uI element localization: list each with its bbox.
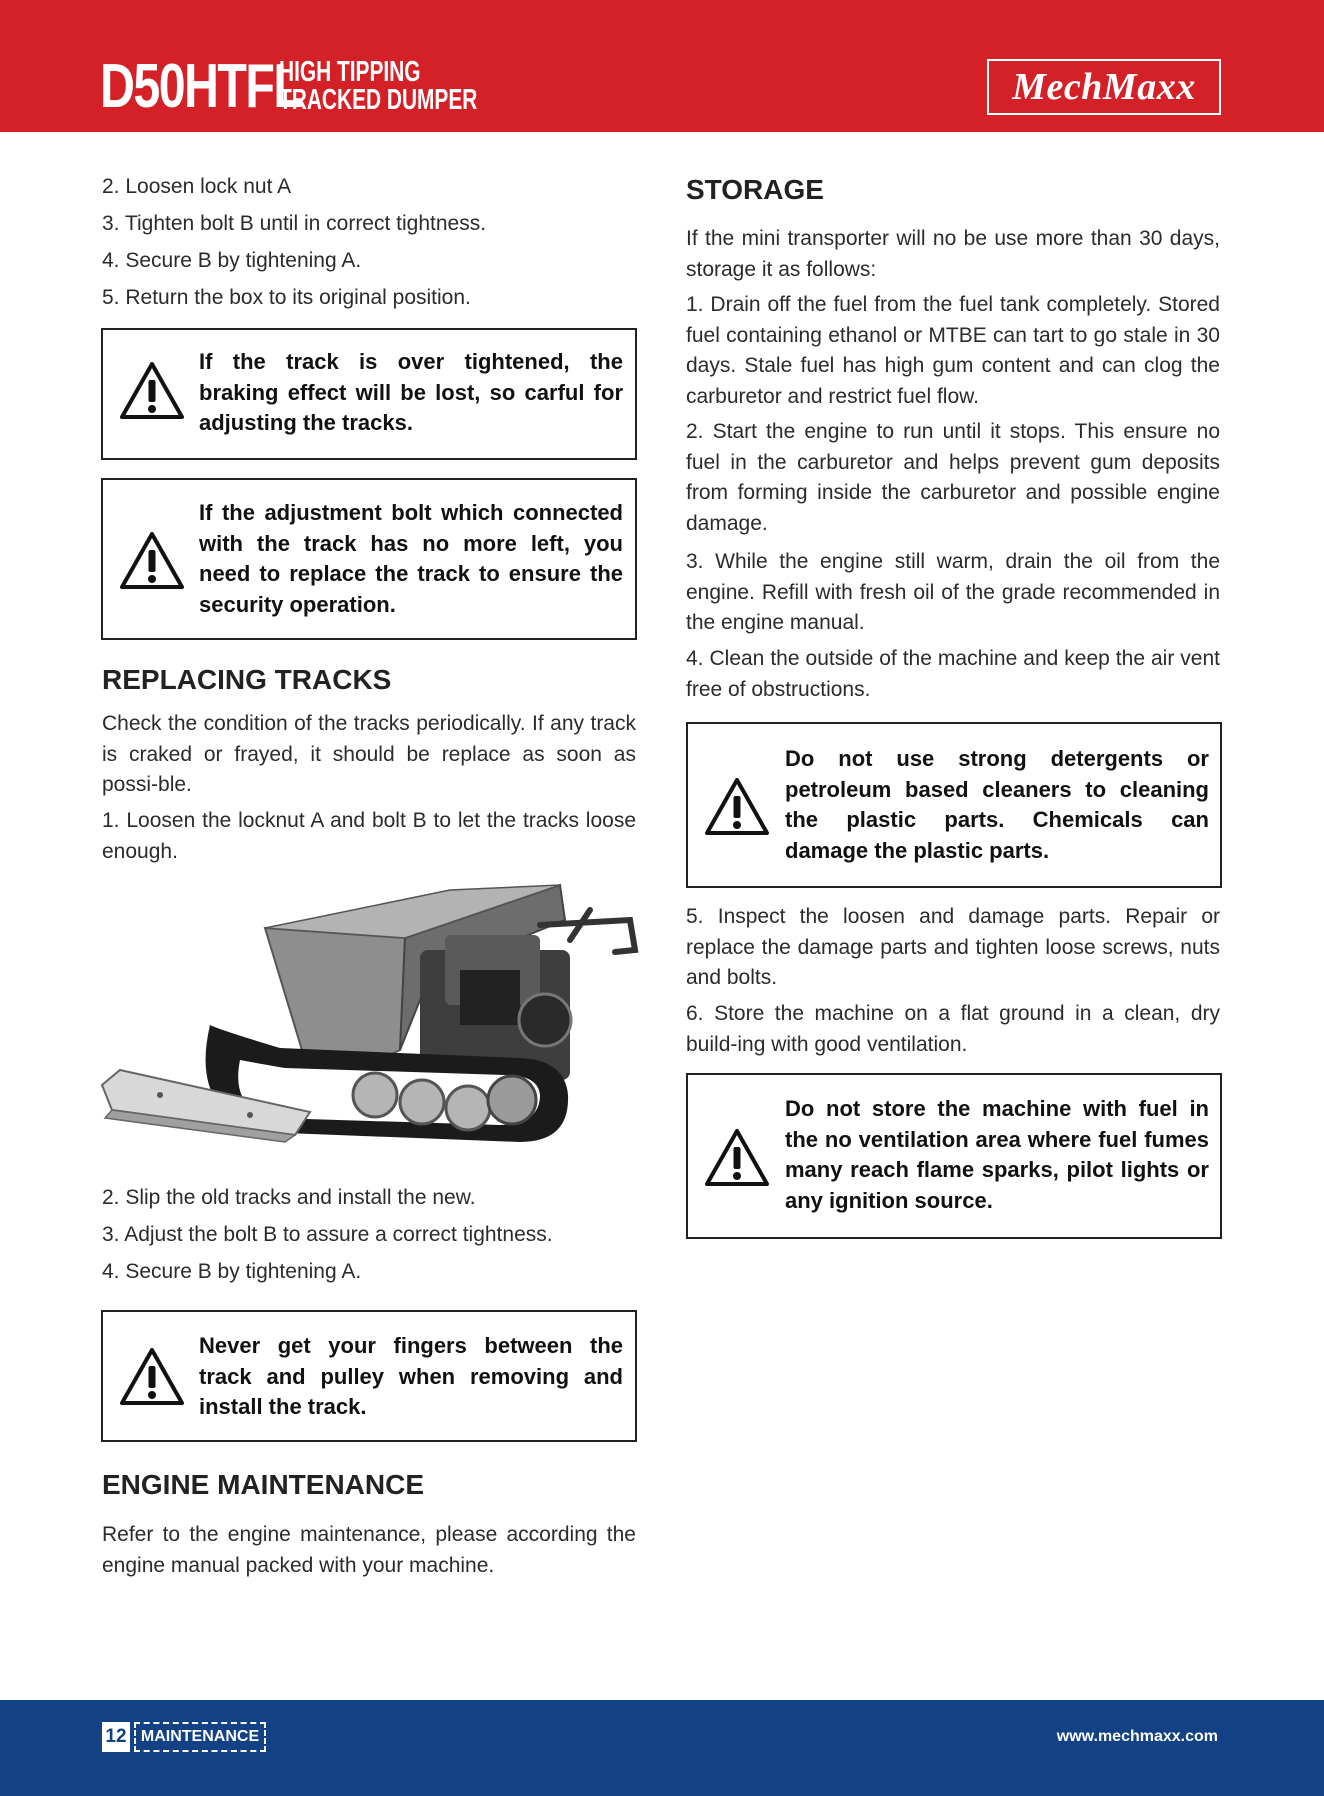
- subtitle-line-1: HIGH TIPPING: [279, 56, 421, 88]
- storage-step-3: 3. While the engine still warm, drain the oil from the engine. Refill with fresh oil of the grade recommended in the engine manual.: [686, 550, 1220, 634]
- section-title-engine-maintenance: ENGINE MAINTENANCE: [102, 1469, 425, 1500]
- warning-box-replace-track: [101, 478, 637, 640]
- warning-box-detergents: [686, 722, 1222, 888]
- warning-text: If the adjustment bolt which connected with the track has no more left, you need to replace the track to ensure the security operation.: [199, 500, 623, 617]
- warning-text: If the track is over tightened, the braking effect will be lost, so carful for adjusting the tracks.: [199, 349, 623, 435]
- storage-step-2: 2. Start the engine to run until it stops. This ensure no fuel in the carburetor and helps prevent gum deposits from forming inside the carburetor and possible engine damage.: [686, 420, 1220, 535]
- replace-step-2: 2. Slip the old tracks and install the new.: [102, 1186, 476, 1209]
- replace-step-4: 4. Secure B by tightening A.: [102, 1260, 362, 1283]
- adjust-step-4: 4. Secure B by tightening A.: [102, 249, 362, 272]
- adjust-step-2: 2. Loosen lock nut A: [102, 175, 292, 198]
- warning-triangle-icon: [119, 1346, 185, 1406]
- adjust-step-5: 5. Return the box to its original position.: [102, 286, 471, 309]
- warning-text: Do not use strong detergents or petroleum based cleaners to cleaning the plastic parts. Chemicals can damage the plastic parts.: [785, 746, 1209, 863]
- storage-step-4: 4. Clean the outside of the machine and keep the air vent free of obstructions.: [686, 647, 1220, 701]
- warning-triangle-icon: [704, 1127, 770, 1187]
- warning-triangle-icon: [119, 530, 185, 590]
- storage-step-5: 5. Inspect the loosen and damage parts. Repair or replace the damage parts and tighten loose screws, nuts and bolts.: [686, 905, 1220, 989]
- product-subtitle: [279, 58, 477, 114]
- brand-logo: MechMaxx: [987, 59, 1221, 115]
- storage-step-1: 1. Drain off the fuel from the fuel tank completely. Stored fuel containing ethanol or MTBE can tart to go stale in 30 days. Stale fuel has high gum content and can clog the carburetor and restrict fuel flow.: [686, 293, 1220, 408]
- warning-box-fuel-fumes: [686, 1073, 1222, 1239]
- replace-step-3: 3. Adjust the bolt B to assure a correct tightness.: [102, 1223, 553, 1246]
- model-name: D50HTFL: [100, 52, 302, 121]
- section-label: MAINTENANCE: [134, 1722, 266, 1752]
- engine-maintenance-text: Refer to the engine maintenance, please according the engine manual packed with your machine.: [102, 1523, 636, 1577]
- storage-step-6: 6. Store the machine on a flat ground in a clean, dry build-ing with good ventilation.: [686, 1002, 1220, 1056]
- replacing-intro: Check the condition of the tracks periodically. If any track is craked or frayed, it should be replace as soon as possi-ble.: [102, 712, 636, 796]
- section-title-replacing-tracks: REPLACING TRACKS: [102, 664, 392, 695]
- warning-text: Do not store the machine with fuel in the no ventilation area where fuel fumes many reach flame sparks, pilot lights or any ignition source.: [785, 1096, 1209, 1213]
- page-header: [0, 0, 1324, 132]
- page-number: 12: [102, 1722, 130, 1752]
- warning-box-fingers: [101, 1310, 637, 1442]
- storage-intro: If the mini transporter will no be use more than 30 days, storage it as follows:: [686, 227, 1220, 281]
- subtitle-line-2: TRACKED DUMPER: [279, 84, 478, 116]
- tracked-dumper-illustration: [100, 880, 640, 1170]
- warning-triangle-icon: [704, 776, 770, 836]
- website-link[interactable]: www.mechmaxx.com: [1056, 1728, 1218, 1745]
- adjust-step-3: 3. Tighten bolt B until in correct tightness.: [102, 212, 487, 235]
- warning-text: Never get your fingers between the track and pulley when removing and install the track.: [199, 1333, 623, 1419]
- section-title-storage: STORAGE: [686, 174, 824, 205]
- warning-triangle-icon: [119, 360, 185, 420]
- replacing-step-1: 1. Loosen the locknut A and bolt B to let the tracks loose enough.: [102, 809, 636, 863]
- warning-box-overtighten: [101, 328, 637, 460]
